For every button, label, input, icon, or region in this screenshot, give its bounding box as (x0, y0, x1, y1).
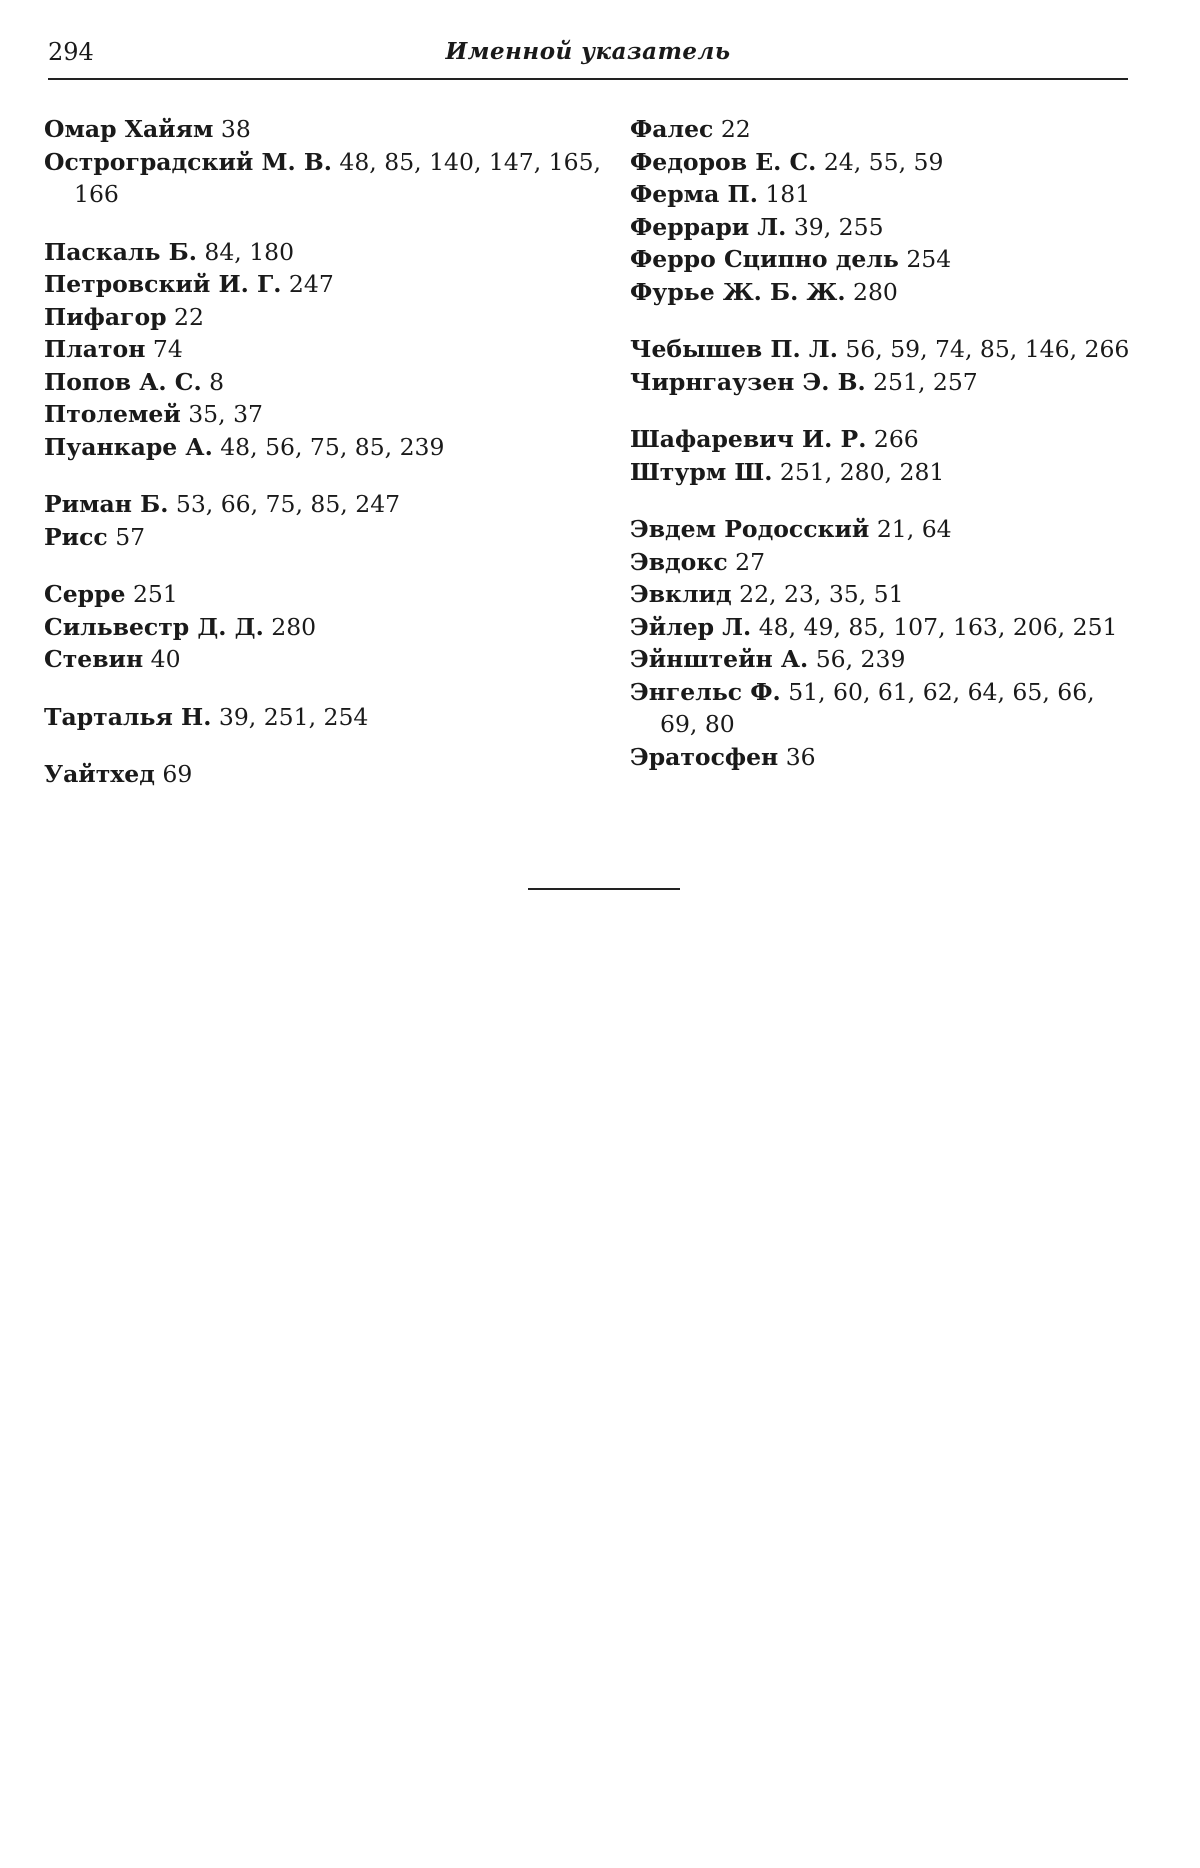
entry-pages: 39, 251, 254 (219, 703, 369, 731)
entry-pages: 69 (162, 760, 192, 788)
entry-pages: 247 (289, 270, 334, 298)
index-entry (630, 513, 1130, 546)
page-header (48, 38, 1128, 80)
entry-pages: 251 (133, 580, 178, 608)
index-entry (44, 333, 604, 366)
index-entry (630, 643, 1130, 676)
entry-pages: 280 (271, 613, 316, 641)
entry-pages: 254 (906, 245, 951, 273)
index-entry (630, 276, 1130, 309)
running-title: Именной указатель (48, 38, 1128, 65)
entry-name: Омар Хайям (44, 115, 213, 143)
entry-name: Пифагор (44, 303, 167, 331)
entry-pages: 38 (221, 115, 251, 143)
index-entry (44, 431, 604, 464)
entry-name: Ферро Сципно дель (630, 245, 899, 273)
entry-name: Ферма П. (630, 180, 758, 208)
index-letter-group (630, 113, 1130, 308)
entry-name: Шафаревич И. Р. (630, 425, 866, 453)
entry-pages: 48, 56, 75, 85, 239 (220, 433, 444, 461)
end-rule (528, 888, 680, 890)
index-letter-group (44, 578, 604, 676)
entry-name: Чебышев П. Л. (630, 335, 838, 363)
entry-name: Эратосфен (630, 743, 778, 771)
index-entry (630, 366, 1130, 399)
index-entry (44, 611, 604, 644)
index-entry (630, 741, 1130, 774)
entry-name: Эвдем Родосский (630, 515, 869, 543)
index-entry (630, 546, 1130, 579)
index-entry (44, 268, 604, 301)
index-entry (630, 146, 1130, 179)
entry-pages: 48, 85, 140, 147, 165, 166 (74, 148, 601, 209)
entry-pages: 22 (721, 115, 751, 143)
index-entry (44, 146, 604, 211)
index-entry (44, 398, 604, 431)
entry-pages: 56, 239 (816, 645, 906, 673)
entry-name: Тарталья Н. (44, 703, 211, 731)
index-entry (630, 611, 1130, 644)
entry-name: Уайтхед (44, 760, 155, 788)
entry-name: Стевин (44, 645, 143, 673)
entry-pages: 24, 55, 59 (824, 148, 944, 176)
entry-pages: 57 (115, 523, 145, 551)
index-entry (44, 488, 604, 521)
index-entry (630, 211, 1130, 244)
entry-pages: 35, 37 (188, 400, 263, 428)
entry-pages: 74 (153, 335, 183, 363)
index-entry (630, 578, 1130, 611)
index-entry (630, 423, 1130, 456)
index-entry (44, 643, 604, 676)
index-letter-group (630, 423, 1130, 488)
index-entry (44, 236, 604, 269)
entry-pages: 51, 60, 61, 62, 64, 65, 66, 69, 80 (660, 678, 1095, 739)
entry-name: Платон (44, 335, 145, 363)
index-entry (630, 113, 1130, 146)
entry-name: Эйлер Л. (630, 613, 751, 641)
entry-name: Сильвестр Д. Д. (44, 613, 264, 641)
entry-pages: 48, 49, 85, 107, 163, 206, 251 (759, 613, 1118, 641)
entry-name: Птолемей (44, 400, 181, 428)
entry-pages: 22 (174, 303, 204, 331)
entry-name: Фурье Ж. Б. Ж. (630, 278, 846, 306)
entry-name: Петровский И. Г. (44, 270, 281, 298)
index-entry (44, 701, 604, 734)
index-letter-group (44, 701, 604, 734)
entry-pages: 40 (151, 645, 181, 673)
entry-name: Серре (44, 580, 125, 608)
page-number: 294 (48, 38, 94, 66)
index-entry (44, 578, 604, 611)
index-entry (44, 521, 604, 554)
entry-pages: 53, 66, 75, 85, 247 (176, 490, 400, 518)
entry-pages: 251, 257 (873, 368, 978, 396)
entry-pages: 84, 180 (204, 238, 294, 266)
index-entry (630, 178, 1130, 211)
entry-pages: 181 (765, 180, 810, 208)
entry-name: Риман Б. (44, 490, 168, 518)
index-entry (630, 456, 1130, 489)
entry-pages: 280 (853, 278, 898, 306)
index-entry (44, 113, 604, 146)
entry-name: Эвдокс (630, 548, 728, 576)
index-letter-group (630, 333, 1130, 398)
index-letter-group (44, 236, 604, 464)
entry-pages: 8 (209, 368, 224, 396)
index-entry (630, 676, 1130, 741)
entry-name: Чирнгаузен Э. В. (630, 368, 866, 396)
index-entry (630, 243, 1130, 276)
entry-name: Эвклид (630, 580, 732, 608)
entry-name: Эйнштейн А. (630, 645, 808, 673)
entry-pages: 27 (735, 548, 765, 576)
index-entry (44, 301, 604, 334)
entry-name: Федоров Е. С. (630, 148, 816, 176)
index-letter-group (44, 113, 604, 211)
entry-pages: 56, 59, 74, 85, 146, 266 (845, 335, 1129, 363)
entry-pages: 22, 23, 35, 51 (739, 580, 903, 608)
index-entry (44, 758, 604, 791)
entry-name: Паскаль Б. (44, 238, 197, 266)
entry-name: Остроградский М. В. (44, 148, 332, 176)
entry-name: Фалес (630, 115, 713, 143)
index-column-left (44, 113, 604, 816)
entry-name: Штурм Ш. (630, 458, 772, 486)
index-letter-group (44, 758, 604, 791)
entry-name: Пуанкаре А. (44, 433, 213, 461)
entry-pages: 39, 255 (794, 213, 884, 241)
index-column-right (630, 113, 1130, 798)
entry-name: Феррари Л. (630, 213, 786, 241)
index-letter-group (630, 513, 1130, 773)
index-entry (630, 333, 1130, 366)
entry-name: Рисс (44, 523, 108, 551)
index-entry (44, 366, 604, 399)
entry-pages: 21, 64 (877, 515, 952, 543)
entry-name: Попов А. С. (44, 368, 202, 396)
entry-pages: 251, 280, 281 (780, 458, 944, 486)
entry-pages: 36 (786, 743, 816, 771)
entry-pages: 266 (874, 425, 919, 453)
entry-name: Энгельс Ф. (630, 678, 781, 706)
index-letter-group (44, 488, 604, 553)
